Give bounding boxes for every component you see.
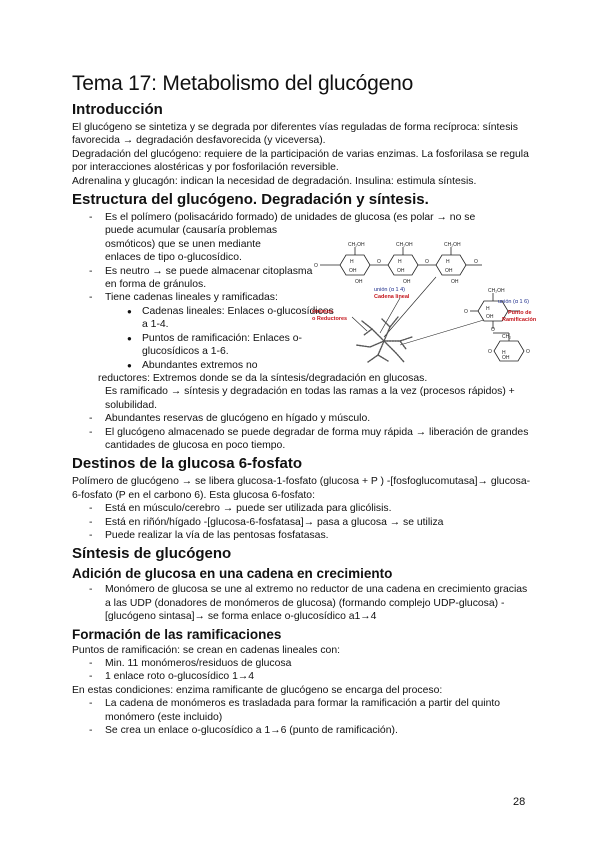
synthesis-subheading: Adición de glucosa en una cadena en crecimiento	[72, 566, 393, 582]
list-item: ● Cadenas lineales: Enlaces o-glucosídicos a 1-4.	[127, 305, 532, 332]
intro-paragraph-1: El glucógeno se sintetiza y se degrada por diferentes vías reguladas de forma recíproca: síntesis favorecida → degradación desfavorecida (y viceversa).	[72, 122, 518, 147]
branched-note: Es ramificado → síntesis y degradación en todas las ramas a la vez (procesos rápidos) + solubilidad.	[105, 386, 515, 411]
svg-text:O: O	[491, 327, 495, 333]
branching-list-2	[72, 697, 532, 737]
list-item: - La cadena de monómeros es trasladada para formar la ramificación a partir del quinto monómero (este incluido)	[88, 697, 532, 724]
branching-heading: Formación de las ramificaciones	[72, 626, 282, 642]
list-item: - Es el polímero (polisacárido formado) de unidades de glucosa (es polar → no se puede acumular (causaría problemas osmóticos) que se unen mediante enlaces de tipo o-glucosídico.	[88, 211, 532, 265]
g6p-list	[72, 502, 532, 542]
page-title: Tema 17: Metabolismo del glucógeno	[72, 72, 414, 95]
svg-text:OH: OH	[355, 279, 363, 285]
list-item: - El glucógeno almacenado se puede degradar de forma muy rápida → liberación de grandes cantidades de glucosa en poco tiempo.	[88, 426, 532, 453]
branching-paragraph-1: Puntos de ramificación: se crean en cadenas lineales con:	[72, 644, 341, 656]
svg-text:H: H	[350, 259, 354, 265]
svg-text:CH₂OH: CH₂OH	[444, 242, 461, 248]
branching-list-1	[72, 657, 532, 684]
svg-text:OH: OH	[403, 279, 411, 285]
glycogen-granule	[356, 317, 412, 362]
svg-text:CH₂OH: CH₂OH	[348, 242, 365, 248]
list-item: - Abundantes reservas de glucógeno en hígado y músculo.	[88, 412, 532, 425]
svg-text:O: O	[377, 259, 381, 265]
list-item: - Min. 11 monómeros/residuos de glucosa	[88, 657, 532, 670]
svg-text:Extremos: xtremos	[312, 309, 334, 315]
intro-heading: Introducción	[72, 101, 163, 118]
svg-text:O: O	[314, 263, 318, 269]
svg-text:O: O	[488, 349, 492, 355]
list-item: - Se crea un enlace o-glucosídico a 1→6 (punto de ramificación).	[88, 724, 532, 737]
svg-text:O: O	[464, 309, 468, 315]
list-item: - Está en riñón/hígado -[glucosa-6-fosfatasa]→ pasa a glucosa → se utiliza	[88, 516, 532, 529]
branching-paragraph-2: En estas condiciones: enzima ramificante de glucógeno se encarga del proceso:	[72, 684, 443, 696]
svg-text:O: O	[425, 259, 429, 265]
svg-text:O: O	[526, 349, 530, 355]
list-item: - Monómero de glucosa se une al extremo no reductor de una cadena en crecimiento gracias a las UDP (donadores de monómeros de glucosa) (formando complejo UDP-glucosa) -[glucógeno sintasa]→ se forma enlace o-glucosídico a1→4	[88, 583, 532, 623]
svg-text:OH: OH	[486, 314, 494, 320]
synthesis-list	[72, 583, 532, 623]
svg-text:CH₂: CH₂	[502, 334, 512, 340]
list-item: - Es neutro → se puede almacenar citoplasma en forma de gránulos.	[88, 265, 532, 292]
svg-text:H: H	[446, 259, 450, 265]
intro-paragraph-2: Degradación del glucógeno: requiere de la participación de varias enzimas. La fosforilasa se regula por interacciones alostéricas y por fosforilación reversible.	[72, 148, 529, 174]
g6p-heading: Destinos de la glucosa 6-fosfato	[72, 455, 303, 473]
glycogen-structure-figure	[312, 241, 540, 363]
list-item: - Está en músculo/cerebro → puede ser utilizada para glicólisis.	[88, 502, 532, 515]
svg-text:H: H	[502, 350, 506, 356]
list-item: - Puede realizar la vía de las pentosas fosfatasas.	[88, 529, 532, 542]
svg-text:Ramificación: Ramificación	[502, 317, 537, 323]
svg-text:H: H	[486, 306, 490, 312]
svg-text:unión (α 1 6): unión (α 1 6)	[498, 299, 530, 305]
svg-text:CH₂OH: CH₂OH	[488, 288, 505, 294]
svg-text:OH: OH	[445, 268, 453, 274]
list-item: ● Abundantes extremos no reductores: Extremos donde se da la síntesis/degradación en glucosas.	[127, 359, 532, 386]
g6p-paragraph: Polímero de glucógeno → se libera glucosa-1-fosfato (glucosa + P ) -[fosfoglucomutasa]→ glucosa-6-fosfato (P en el carbono 6). Esta glucosa 6-fosfato:	[72, 476, 531, 501]
svg-text:No Reductores: o Reductores	[312, 316, 348, 322]
svg-text:OH: OH	[502, 355, 510, 361]
glycogen-diagram	[312, 241, 540, 363]
svg-text:Cadena lineal: Cadena lineal	[374, 294, 410, 300]
svg-text:Punto de: Punto de	[508, 310, 532, 316]
list-item: - 1 enlace roto o-glucosídico 1→4	[88, 670, 532, 683]
list-item: ● Puntos de ramificación: Enlaces o-glucosídicos a 1-6.	[127, 332, 532, 359]
list-item: - Tiene cadenas lineales y ramificadas: ● Cadenas lineales: Enlaces o-glucosídicos a 1-4. ● Puntos de ramificación: Enlaces o-glucosídicos a 1-6. ● Abundantes extremos no reductores: Extremos donde se da la síntesis/degradación en glucosas.	[88, 291, 532, 385]
svg-text:unión (α 1 4): unión (α 1 4)	[374, 287, 406, 293]
svg-text:H: H	[398, 259, 402, 265]
intro-paragraph-3: Adrenalina y glucagón: indican la necesidad de degradación. Insulina: estimula síntesis.	[72, 175, 477, 187]
svg-text:O: O	[474, 259, 478, 265]
structure-heading: Estructura del glucógeno. Degradación y síntesis.	[72, 191, 429, 209]
svg-text:OH: OH	[451, 279, 459, 285]
svg-text:CH₂OH: CH₂OH	[396, 242, 413, 248]
svg-text:OH: OH	[397, 268, 405, 274]
svg-text:OH: OH	[349, 268, 357, 274]
page-number: 28	[513, 796, 526, 808]
structure-list-2	[72, 412, 532, 452]
synthesis-heading: Síntesis de glucógeno	[72, 545, 232, 563]
page-content	[72, 72, 537, 737]
